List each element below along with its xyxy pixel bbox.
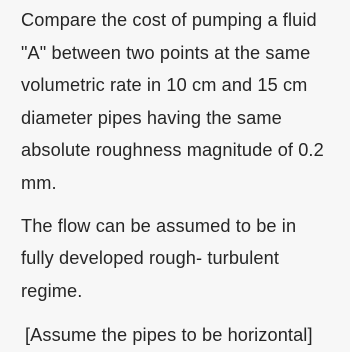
text-line: volumetric rate in 10 cm and 15 cm	[21, 75, 308, 96]
text-line: mm.	[21, 172, 57, 193]
text-line: Compare the cost of pumping a fluid	[21, 10, 317, 30]
text-line: absolute roughness magnitude of 0.2	[21, 140, 324, 161]
problem-statement	[21, 4, 350, 200]
text-line: regime.	[21, 280, 83, 301]
text-line: "A" between two points at the same	[21, 42, 311, 63]
text-line: diameter pipes having the same	[21, 107, 282, 128]
horizontal-pipe-note	[21, 319, 350, 352]
text-line: The flow can be assumed to be in	[21, 215, 297, 236]
text-line: fully developed rough- turbulent	[21, 248, 279, 269]
flow-assumption	[21, 210, 350, 308]
text-line: [Assume the pipes to be horizontal]	[25, 325, 313, 346]
